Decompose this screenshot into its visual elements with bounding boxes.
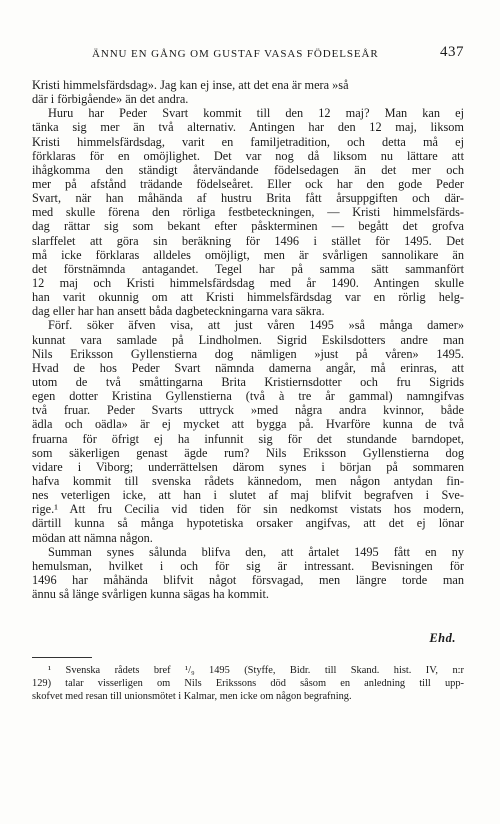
text-line: ännu så länge svårligen kunna sägas ha kommit. bbox=[32, 587, 269, 602]
text-line: slarffelet att göra sin beräkning för 1496 i stället för 1495. Det bbox=[32, 233, 464, 248]
text-line: tänka sig mer än två alternativ. Antingen har den 12 maj, liksom bbox=[32, 120, 464, 135]
text-line: Kristi himmelsfärdsdag, varit en familjetradition, och detta må ej bbox=[32, 134, 464, 149]
text-line: dag eller har han ansett båda dagbeteckningarna vara säkra. bbox=[32, 304, 325, 319]
text-line: därtill kunna så många hypotetiska orsaker angifvas, att det ej lönar bbox=[32, 516, 464, 531]
text-line: egen dotter Kristina Gyllenstierna (två à tre år gammal) namngifvas bbox=[32, 389, 464, 404]
running-head: ÄNNU EN GÅNG OM GUSTAF VASAS FÖDELSEÅR bbox=[92, 48, 379, 60]
page-header bbox=[32, 42, 464, 64]
text-line: utom de två småttingarna Brita Kristiernsdotter och fru Sigrids bbox=[32, 374, 464, 389]
author-signature: Ehd. bbox=[429, 631, 456, 645]
body-text bbox=[32, 78, 464, 601]
text-line: det förstnämnda antagandet. Tegel har på samma sätt sammanfört bbox=[32, 261, 464, 276]
footnotes bbox=[32, 664, 464, 703]
text-line: mer på afstånd trädande födelseåret. Eller ock har den gode Peder bbox=[32, 176, 464, 191]
text-line: kunnat vara samlade på Lindholmen. Sigrid Eskilsdotters andre man bbox=[32, 332, 464, 347]
text-line: dag rättar sig som bekant efter påskterminen — begått det grofva bbox=[32, 219, 464, 234]
text-line: Hvad de hos Peder Svart nämnda damerna angår, må erinras, att bbox=[32, 360, 464, 375]
text-line: fruarna för öfrigt ej ha infunnit sig för det stundande barndopet, bbox=[32, 431, 464, 446]
text-line: två fruar. Peder Svarts uttryck »med några andra kvinnor, både bbox=[32, 403, 464, 418]
text-line: Huru har Peder Svart kommit till den 12 maj? Man kan ej bbox=[48, 106, 464, 121]
text-line: 1496 har måhända blifvit något försvagad, men längre torde man bbox=[32, 572, 464, 587]
footnote-line: skofvet med resan till unionsmötet i Kalmar, men icke om någon begrafning. bbox=[32, 691, 352, 702]
text-line: förklaras för en omöjlighet. Det var nog då liksom nu lättare att bbox=[32, 148, 464, 163]
text-line: där i förbigående» än det andra. bbox=[32, 92, 189, 107]
text-line: rige.¹ Att fru Cecilia vid tiden för sin nedkomst vistats hos modern, bbox=[32, 502, 464, 517]
text-line: mödan att nämna någon. bbox=[32, 530, 153, 545]
text-line: hemulsman, hvilket i och för sig är intressant. Bevisningen för bbox=[32, 558, 464, 573]
text-line: 12 maj och Kristi himmelsfärdsdag med år 1490. Antingen skulle bbox=[32, 275, 464, 290]
text-line: nes veterligen icke, att han i slutet af maj blifvit begrafven i Sve- bbox=[32, 488, 464, 503]
text-line: ädla och oädla» är ej mycket att bygga på. Hvarföre kunna de två bbox=[32, 417, 464, 432]
text-line: Kristi himmelsfärdsdag». Jag kan ej inse, att det ena är mera »så bbox=[32, 78, 349, 92]
text-line: ihågkomma den ständigt återvändande födelsedagen än det mer och bbox=[32, 162, 464, 177]
text-line: Summan synes sålunda blifva den, att årtalet 1495 fått en ny bbox=[48, 544, 464, 559]
footnote-divider bbox=[32, 657, 92, 658]
text-line: med skulle förena den rörliga festbeteckningen, — Kristi himmelsfärds- bbox=[32, 205, 464, 220]
footnote-line: ¹ Svenska rådets bref ¹/₉ 1495 (Styffe, Bidr. till Skand. hist. IV, n:r bbox=[48, 665, 464, 676]
text-line: han varit okunnig om att Kristi himmelsfärdsdag var en rörlig helg- bbox=[32, 290, 464, 305]
footnote-line: 129) talar visserligen om Nils Erikssons död såsom en anledning till upp- bbox=[32, 678, 464, 689]
text-line: hafva kommit till svenska rådets kännedom, men någon antydan fin- bbox=[32, 473, 464, 488]
text-line: Svart, när han måhända af hustru Brita fått årsuppgiften och där- bbox=[32, 191, 464, 206]
page-number: 437 bbox=[440, 44, 464, 60]
text-line: vidare i Viborg; underrättelsen därom synes i början på sommaren bbox=[32, 459, 464, 474]
text-line: som säkerligen genast ägde rum? Nils Eriksson Gyllenstierna dog bbox=[32, 445, 464, 460]
text-line: Förf. söker äfven visa, att just våren 1495 »så många damer» bbox=[48, 318, 464, 333]
text-line: Nils Eriksson Gyllenstierna dog nämligen »just på våren» 1495. bbox=[32, 346, 464, 361]
text-line: må icke förklaras alldeles omöjligt, men är svårligen sannolikare än bbox=[32, 247, 464, 262]
